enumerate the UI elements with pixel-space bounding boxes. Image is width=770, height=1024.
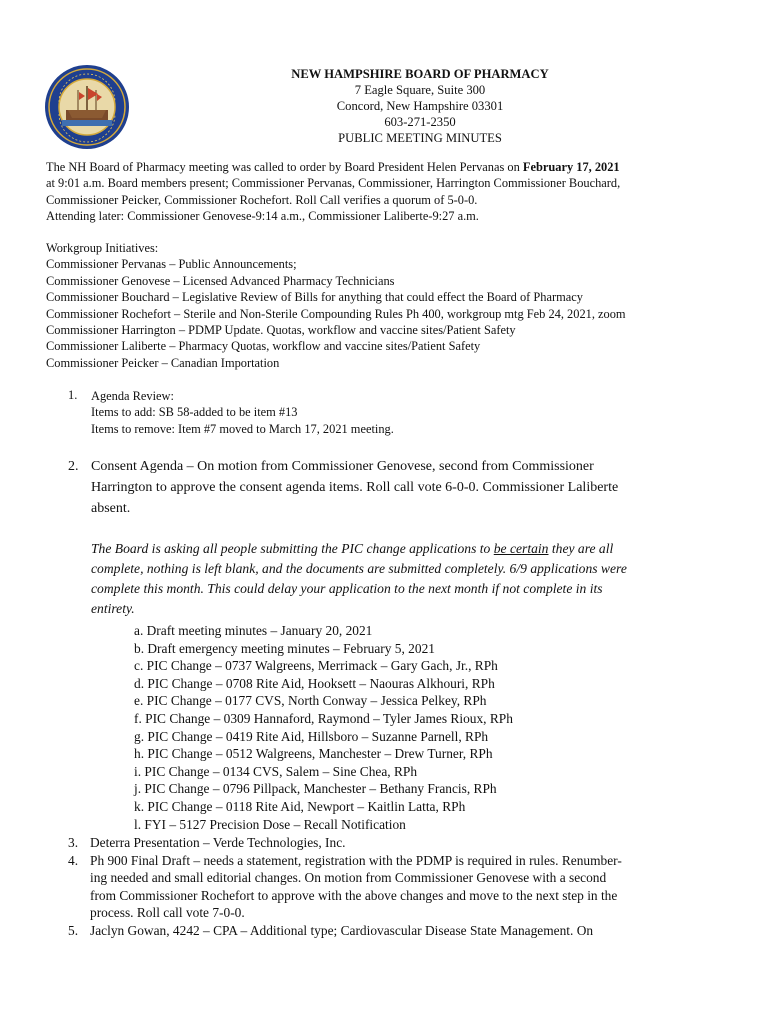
item-number: 5. [68,922,79,938]
intro-line-4: Attending later: Commissioner Genovese-9:14 a.m., Commissioner Laliberte-9:27 a.m. [46,209,479,224]
item-line: process. Roll call vote 7-0-0. [90,905,245,921]
meeting-date: February 17, 2021 [522,160,620,174]
intro-line-2: at 9:01 a.m. Board members present; Commissioner Pervanas, Commissioner, Harrington Commissioner Bouchard, [46,176,621,191]
notice-line-3: complete this month. This could delay your application to the next month if not complete in its [91,581,603,596]
consent-item: a. Draft meeting minutes – January 20, 2021 [134,623,373,638]
consent-item: h. PIC Change – 0512 Walgreens, Manchester – Drew Turner, RPh [134,746,493,762]
phone-number: 603-271-2350 [384,115,456,129]
agenda-item [68,922,728,940]
agenda-review [91,388,691,437]
item-line: from Commissioner Rochefort to approve with the above changes and move to the next step in the [90,887,618,903]
consent-item: g. PIC Change – 0419 Rite Aid, Hillsboro – Suzanne Parnell, RPh [134,728,489,744]
workgroup-item: Commissioner Pervanas – Public Announcements; [46,257,297,272]
item-line: ing needed and small editorial changes. On motion from Commissioner Genovese with a second [90,870,607,886]
workgroup-item: Commissioner Laliberte – Pharmacy Quotas, workflow and vaccine sites/Patient Safety [46,339,481,354]
agenda-item [68,852,728,922]
consent-agenda [91,456,731,519]
document-type: PUBLIC MEETING MINUTES [338,131,502,145]
item-line: Deterra Presentation – Verde Technologies, Inc. [90,835,346,850]
address-line-1: 7 Eagle Square, Suite 300 [354,83,486,97]
consent-item: j. PIC Change – 0796 Pillpack, Manchester – Bethany Francis, RPh [134,781,497,797]
intro-line-1: The NH Board of Pharmacy meeting was called to order by Board President Helen Pervanas on February 17, 2021 [46,160,620,174]
consent-item: l. FYI – 5127 Precision Dose – Recall Notification [134,816,406,832]
address-line-2: Concord, New Hampshire 03301 [336,99,504,113]
notice-line-4: entirety. [91,601,135,616]
consent-line-1: Consent Agenda – On motion from Commissioner Genovese, second from Commissioner [91,459,594,474]
consent-item: b. Draft emergency meeting minutes – February 5, 2021 [134,640,435,656]
consent-line-2: Harrington to approve the consent agenda items. Roll call vote 6-0-0. Commissioner Laliberte [91,480,619,495]
pic-notice [91,539,711,619]
item-number: 1. [68,388,78,402]
agenda-item [68,834,728,852]
consent-item: k. PIC Change – 0118 Rite Aid, Newport – Kaitlin Latta, RPh [134,798,466,814]
workgroup-item: Commissioner Bouchard – Legislative Review of Bills for anything that could effect the Board of Pharmacy [46,290,583,305]
board-title: NEW HAMPSHIRE BOARD OF PHARMACY [291,67,549,81]
consent-line-3: absent. [91,501,131,516]
item-number: 2. [68,459,79,474]
letterhead [200,66,640,146]
intro-paragraph [46,159,736,225]
agenda-review-title: Agenda Review: [91,389,174,403]
agenda-items-list [68,834,728,940]
item-line: Ph 900 Final Draft – needs a statement, registration with the PDMP is required in rules. Renumber- [90,852,622,868]
workgroup-item: Commissioner Rochefort – Sterile and Non-Sterile Compounding Rules Ph 400, workgroup mtg Feb 24, 2021, zoom [46,306,626,321]
notice-line-2: complete, nothing is left blank, and the documents are submitted completely. 6/9 applications were [91,561,627,576]
notice-line-1: The Board is asking all people submitting the PIC change applications to be certain they are all [91,541,614,556]
item-number: 3. [68,835,79,850]
consent-item: d. PIC Change – 0708 Rite Aid, Hooksett – Naouras Alkhouri, RPh [134,675,495,691]
workgroup-item: Commissioner Genovese – Licensed Advanced Pharmacy Technicians [46,273,395,288]
consent-item: i. PIC Change – 0134 CVS, Salem – Sine Chea, RPh [134,763,418,779]
items-to-remove: Items to remove: Item #7 moved to March 17, 2021 meeting. [91,421,394,436]
consent-item: f. PIC Change – 0309 Hannaford, Raymond – Tyler James Rioux, RPh [134,710,513,726]
state-seal-icon [44,64,130,150]
workgroup-item: Commissioner Harrington – PDMP Update. Quotas, workflow and vaccine sites/Patient Safety [46,323,516,338]
consent-items-list [134,622,513,833]
item-number: 4. [68,852,79,868]
item-line: Jaclyn Gowan, 4242 – CPA – Additional type; Cardiovascular Disease State Management. On [90,922,594,938]
consent-item: e. PIC Change – 0177 CVS, North Conway – Jessica Pelkey, RPh [134,693,487,709]
consent-item: c. PIC Change – 0737 Walgreens, Merrimack – Gary Gach, Jr., RPh [134,658,498,674]
workgroup-heading: Workgroup Initiatives: [46,241,159,255]
workgroup-section [46,240,736,371]
emphasis-underline: be certain [493,541,549,556]
items-to-add: Items to add: SB 58-added to be item #13 [91,405,298,420]
intro-line-3: Commissioner Peicker, Commissioner Rochefort. Roll Call verifies a quorum of 5-0-0. [46,192,478,207]
workgroup-item: Commissioner Peicker – Canadian Importation [46,355,280,370]
